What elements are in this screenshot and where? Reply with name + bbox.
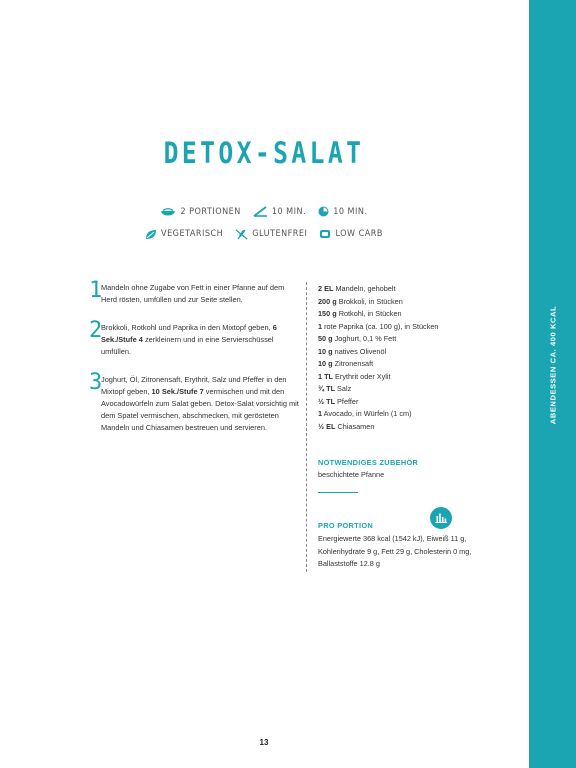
step-3	[89, 370, 302, 434]
step-text	[101, 323, 277, 356]
step-text-part: vermischen und mit den Avocadowürfeln zum Salat geben. Detox-Salat vorsichtig mit dem Spatel vermischen, abschmecken, mit gerösteten Mandeln und Chiasamen bestreuen und servieren.	[101, 387, 299, 432]
ingredient-name: Chiasamen	[335, 421, 375, 431]
step-text-part: Joghurt, Öl, Zitronensaft, Erythrit, Salz und Pfeffer in den Mixtopf geben,	[101, 375, 287, 396]
ingredient-amount: 1	[318, 409, 323, 418]
ingredient-name: Zitronensaft	[332, 359, 374, 368]
column-divider	[306, 282, 307, 572]
ingredient-name: Pfeffer	[335, 396, 359, 406]
recipe-title: DETOX-SALAT	[163, 136, 365, 170]
recipe-meta-row-2	[0, 228, 528, 240]
bread-icon	[319, 229, 331, 239]
nutrition-heading: PRO PORTION	[318, 521, 374, 530]
ingredient-item	[318, 321, 503, 334]
step-setting: 6 Sek./Stufe 4	[101, 323, 277, 344]
ingredient-item	[318, 346, 503, 359]
ingredient-item	[318, 333, 503, 346]
ingredient-item	[318, 383, 503, 396]
knife-icon	[253, 206, 268, 217]
ingredient-name: natives Olivenöl	[332, 346, 387, 356]
nutrition-section	[318, 521, 503, 571]
ingredient-name: Salz	[335, 384, 352, 393]
nutrition-text: Energiewerte 368 kcal (1542 kJ), Eiweiß 11 g, Kohlenhydrate 9 g, Fett 29 g, Cholesterin 0 mg, Ballaststoffe 12.8 g	[318, 534, 472, 568]
ingredient-item	[318, 371, 503, 384]
no-wheat-icon	[235, 228, 248, 240]
bowl-icon	[160, 207, 176, 216]
prep-time-text: 10 MIN.	[271, 206, 307, 217]
gluten-free-info	[235, 228, 307, 240]
ingredient-name: rote Paprika (ca. 100 g), in Stücken	[322, 321, 439, 331]
section-rule	[318, 492, 358, 493]
vegetarian-text: VEGETARISCH	[161, 229, 224, 239]
step-text: Mandeln ohne Zugabe von Fett in einer Pfanne auf dem Herd rösten, umfüllen und zur Seite stellen.	[101, 283, 285, 304]
ingredient-amount: 150 g	[318, 309, 337, 318]
equipment-section	[318, 458, 503, 481]
gluten-free-text: GLUTENFREI	[252, 229, 308, 239]
step-number: 2	[89, 318, 103, 343]
ingredient-item	[318, 296, 503, 309]
ingredient-item	[318, 358, 503, 371]
ingredient-name: Joghurt, 0,1 % Fett	[332, 334, 397, 343]
page-number: 13	[259, 738, 269, 747]
ingredient-amount: 1 TL	[318, 371, 333, 381]
ingredient-item	[318, 421, 503, 434]
step-number: 3	[89, 370, 103, 395]
prep-time-info	[253, 206, 306, 217]
ingredient-item	[318, 308, 503, 321]
ingredient-list	[318, 283, 503, 433]
ingredient-amount: 2 EL	[318, 284, 334, 293]
leaf-icon	[145, 229, 157, 240]
portions-text: 2 PORTIONEN	[180, 206, 241, 217]
step-1	[89, 278, 302, 306]
ingredient-amount: 1	[318, 321, 323, 331]
equipment-text: beschichtete Pfanne	[318, 470, 385, 479]
ingredient-name: Rotkohl, in Stücken	[336, 309, 402, 318]
ingredient-item	[318, 283, 503, 296]
step-setting: 10 Sek./Stufe 7	[151, 387, 204, 396]
ingredient-item	[318, 408, 503, 421]
ingredient-name: Brokkoli, in Stücken	[336, 296, 403, 306]
step-text	[101, 375, 299, 432]
portions-info	[160, 207, 240, 217]
step-text-part: Brokkoli, Rotkohl und Paprika in den Mixtopf geben,	[101, 323, 273, 332]
cook-time-info	[318, 206, 367, 217]
ingredient-amount: ¾ TL	[318, 384, 336, 393]
preparation-steps	[89, 278, 302, 450]
step-number: 1	[89, 278, 103, 303]
ingredient-amount: 200 g	[318, 296, 337, 306]
ingredient-amount: ½ TL	[318, 396, 336, 406]
clock-icon	[318, 206, 329, 217]
cook-time-text: 10 MIN.	[333, 206, 368, 217]
low-carb-info	[319, 229, 383, 239]
low-carb-text: LOW CARB	[335, 229, 383, 239]
step-2	[89, 318, 302, 358]
ingredient-item	[318, 396, 503, 409]
ingredient-name: Erythrit oder Xylit	[333, 371, 391, 381]
vegetarian-info	[145, 229, 223, 240]
recipe-meta-row-1	[0, 206, 528, 217]
ingredient-amount: ½ EL	[318, 421, 336, 431]
side-category-band	[529, 0, 576, 768]
ingredient-amount: 10 g	[318, 359, 333, 368]
ingredient-amount: 10 g	[318, 346, 333, 356]
ingredient-name: Mandeln, gehobelt	[333, 284, 396, 293]
ingredient-amount: 50 g	[318, 334, 333, 343]
ingredient-name: Avocado, in Würfeln (1 cm)	[322, 409, 412, 418]
step-text-part: zerkleinern und in eine Servierschüssel umfüllen.	[101, 335, 274, 356]
equipment-heading: NOTWENDIGES ZUBEHÖR	[318, 458, 419, 467]
side-category-label: ABENDESSEN CA. 400 KCAL	[548, 305, 557, 425]
